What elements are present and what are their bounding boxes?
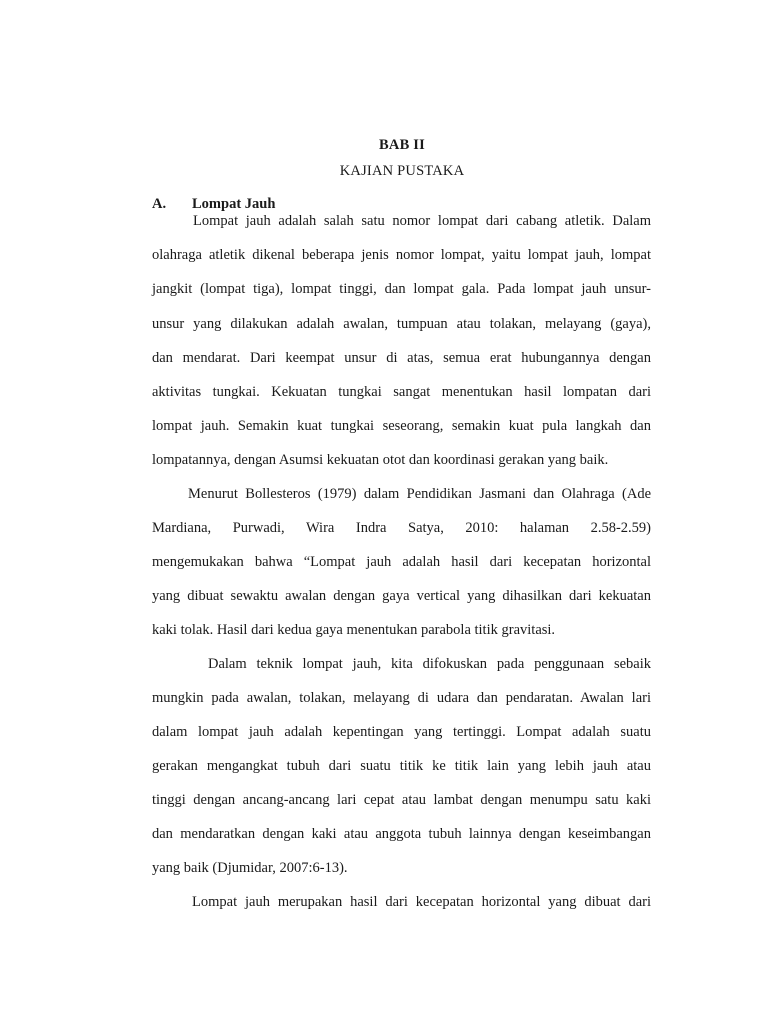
paragraph-line: mengemukakan bahwa “Lompat jauh adalah hasil dari kecepatan horizontal bbox=[152, 554, 651, 570]
paragraph-line: lompatannya, dengan Asumsi kekuatan otot dan koordinasi gerakan yang baik. bbox=[152, 452, 609, 468]
paragraph-line: yang dibuat sewaktu awalan dengan gaya vertical yang dihasilkan dari kekuatan bbox=[152, 588, 651, 604]
paragraph-line: Menurut Bollesteros (1979) dalam Pendidikan Jasmani dan Olahraga (Ade bbox=[188, 486, 651, 502]
paragraph-line: aktivitas tungkai. Kekuatan tungkai sangat menentukan hasil lompatan dari bbox=[152, 384, 651, 400]
paragraph-line: jangkit (lompat tiga), lompat tinggi, dan lompat gala. Pada lompat jauh unsur- bbox=[152, 281, 651, 297]
paragraph-line: gerakan mengangkat tubuh dari suatu titik ke titik lain yang lebih jauh atau bbox=[152, 758, 651, 774]
chapter-heading: BAB II bbox=[379, 137, 425, 153]
paragraph-line: lompat jauh. Semakin kuat tungkai seseorang, semakin kuat pula langkah dan bbox=[152, 418, 651, 434]
section-title: Lompat Jauh bbox=[192, 196, 276, 212]
paragraph-line: dan mendarat. Dari keempat unsur di atas, semua erat hubungannya dengan bbox=[152, 350, 651, 366]
paragraph-line: dalam lompat jauh adalah kepentingan yang tertinggi. Lompat adalah suatu bbox=[152, 724, 651, 740]
section-number: A. bbox=[152, 196, 167, 212]
chapter-title: KAJIAN PUSTAKA bbox=[339, 163, 465, 179]
paragraph-line: unsur yang dilakukan adalah awalan, tumpuan atau tolakan, melayang (gaya), bbox=[152, 316, 651, 332]
section-heading bbox=[152, 196, 275, 213]
paragraph-line: olahraga atletik dikenal beberapa jenis nomor lompat, yaitu lompat jauh, lompat bbox=[152, 247, 651, 263]
paragraph-line: mungkin pada awalan, tolakan, melayang di udara dan pendaratan. Awalan lari bbox=[152, 690, 651, 706]
paragraph-line: tinggi dengan ancang-ancang lari cepat atau lambat dengan menumpu satu kaki bbox=[152, 792, 651, 808]
paragraph-line: dan mendaratkan dengan kaki atau anggota tubuh lainnya dengan keseimbangan bbox=[152, 826, 651, 842]
paragraph-line: Dalam teknik lompat jauh, kita difokuskan pada penggunaan sebaik bbox=[208, 656, 651, 672]
paragraph-line: yang baik (Djumidar, 2007:6-13). bbox=[152, 860, 348, 876]
paragraph-line: kaki tolak. Hasil dari kedua gaya menentukan parabola titik gravitasi. bbox=[152, 622, 556, 638]
paragraph-line: Lompat jauh adalah salah satu nomor lompat dari cabang atletik. Dalam bbox=[193, 213, 651, 229]
paragraph-line: Mardiana, Purwadi, Wira Indra Satya, 2010: halaman 2.58-2.59) bbox=[152, 520, 651, 536]
paragraph-line: Lompat jauh merupakan hasil dari kecepatan horizontal yang dibuat dari bbox=[192, 894, 651, 910]
